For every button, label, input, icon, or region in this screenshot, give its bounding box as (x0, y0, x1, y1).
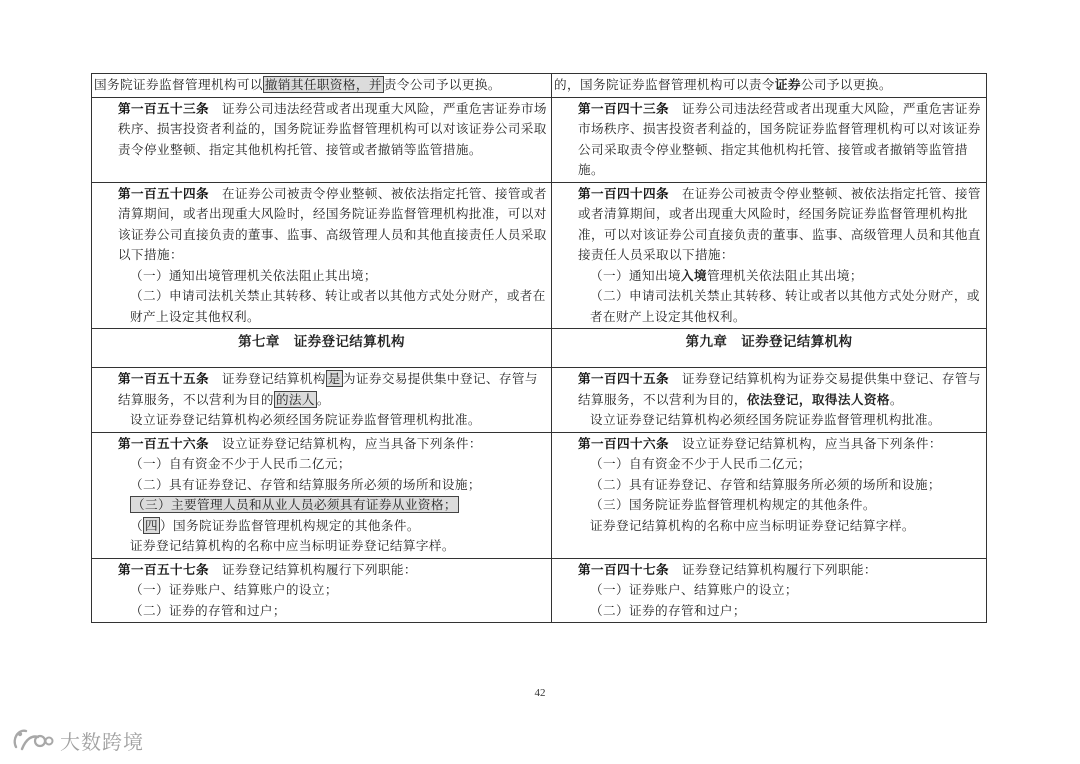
text-segment: 在证券公司被责令停业整顿、被依法指定托管、接管或者清算期间，或者出现重大风险时，经国务院证券监督管理机构批准，可以对该证券公司直接负责的董事、监事、高级管理人员和其他直接责任人员采取以下措施： (578, 185, 981, 262)
text-segment: 证券公司违法经营或者出现重大风险，严重危害证券市场秩序、损害投资者利益的，国务院证券监督管理机构可以对该证券公司采取责令停业整顿、指定其他机构托管、接管或者撤销等监管措施。 (118, 100, 547, 157)
text-segment: 的，国务院证券监督管理机构可以责令 (554, 77, 775, 92)
article-body (94, 560, 549, 581)
watermark (10, 725, 144, 755)
highlighted-text: 撤销其任职资格，并 (264, 77, 382, 92)
text-segment: 在证券公司被责令停业整顿、被依法指定托管、接管或者清算期间，或者出现重大风险时，经国务院证券监督管理机构批准，可以对该证券公司直接负责的董事、监事、高级管理人员和其他直接责任人员采取以下措施： (118, 185, 547, 262)
article-title: 第一百五十七条 (118, 561, 209, 577)
article-clause (94, 495, 549, 516)
text-segment: 设立证券登记结算机构，应当具备下列条件： (221, 435, 482, 451)
highlighted-text: （三）主要管理人员和从业人员必须具有证券从业资格； (132, 497, 457, 512)
article-row (92, 558, 987, 623)
old-law-cell (92, 368, 552, 433)
text-segment: （二）申请司法机关禁止其转移、转让或者以其他方式处分财产，或者在财产上设定其他权利。 (590, 288, 980, 324)
text-segment: 证券公司违法经营或者出现重大风险，严重危害证券市场秩序、损害投资者利益的，国务院证券监督管理机构可以对该证券公司采取责令停业整顿、指定其他机构托管、接管或者撤销等监管措施。 (578, 100, 981, 177)
text-segment: 证券登记结算机构的名称中应当标明证券登记结算字样。 (590, 517, 915, 533)
old-law-cell (92, 182, 552, 329)
article-body (94, 75, 549, 96)
text-segment: 国务院证券监督管理机构可以 (94, 77, 263, 92)
text-segment: 设立证券登记结算机构必须经国务院证券监督管理机构批准。 (590, 412, 941, 427)
article-title: 第一百五十五条 (118, 371, 209, 386)
article-clause (94, 454, 549, 475)
text-segment: 证券登记结算机构为证券交易提供集中登记、存管与结算服务，不以营利为目的， (578, 371, 981, 407)
article-clause (554, 266, 984, 287)
text-segment: （一）通知出境管理机关依法阻止其出境； (130, 267, 377, 283)
text-segment: 证券登记结算机构的名称中应当标明证券登记结算字样。 (130, 538, 455, 553)
old-law-cell (92, 97, 552, 182)
chapter-heading: 第七章 证券登记结算机构 (238, 334, 405, 350)
article-row (92, 368, 987, 433)
text-segment: （一）证券账户、结算账户的设立； (130, 582, 338, 597)
article-body (554, 99, 984, 181)
text-segment: 证券登记结算机构 (221, 371, 326, 386)
article-row (92, 432, 987, 558)
text-segment: ）国务院证券监督管理机构规定的其他条件。 (160, 517, 420, 533)
watermark-text: 大数跨境 (60, 729, 144, 754)
article-clause (94, 580, 549, 601)
article-body (554, 369, 984, 410)
article-clause (554, 410, 984, 431)
text-segment: （二）申请司法机关禁止其转移、转让或者以其他方式处分财产，或者在财产上设定其他权利。 (130, 288, 546, 324)
text-segment: （一）自有资金不少于人民币二亿元； (130, 456, 351, 471)
old-law-cell (92, 329, 552, 368)
article-clause (94, 536, 549, 557)
new-law-cell (552, 558, 987, 623)
article-title: 第一百五十六条 (118, 435, 209, 451)
text-segment: （二）证券的存管和过户； (130, 602, 286, 618)
article-title: 第一百四十五条 (578, 371, 669, 386)
new-law-cell (552, 432, 987, 558)
text-segment: 。 (316, 391, 330, 407)
article-clause (554, 454, 984, 475)
text-segment: （二）具有证券登记、存管和结算服务所必须的场所和设施； (590, 476, 941, 492)
article-title: 第一百四十三条 (578, 100, 669, 116)
bold-text: 证券 (774, 77, 801, 92)
article-row (92, 74, 987, 98)
text-segment: 管理机关依法阻止其出境； (706, 267, 863, 283)
old-law-cell (92, 74, 552, 98)
text-segment: 设立证券登记结算机构必须经国务院证券监督管理机构批准。 (130, 412, 481, 427)
text-segment: （ (130, 517, 143, 533)
text-segment: 。 (889, 391, 903, 407)
text-segment: （三）国务院证券监督管理机构规定的其他条件。 (590, 497, 876, 512)
article-clause (554, 495, 984, 516)
article-clause (554, 601, 984, 622)
new-law-cell (552, 182, 987, 329)
new-law-cell (552, 74, 987, 98)
new-law-cell (552, 329, 987, 368)
article-title: 第一百四十六条 (578, 435, 669, 451)
article-clause (554, 516, 984, 537)
article-clause (554, 475, 984, 496)
highlighted-text: 四 (145, 517, 158, 533)
law-comparison-table (91, 73, 987, 623)
article-body (94, 434, 549, 455)
text-segment: （二）证券的存管和过户； (590, 602, 746, 618)
article-body (554, 75, 984, 96)
old-law-cell (92, 432, 552, 558)
text-segment: （一）自有资金不少于人民币二亿元； (590, 456, 811, 471)
text-segment: 设立证券登记结算机构，应当具备下列条件： (681, 435, 942, 451)
article-clause (94, 286, 549, 327)
page-number: 42 (534, 687, 546, 699)
article-body (94, 184, 549, 266)
bold-text: 入境 (680, 267, 707, 283)
article-clause (94, 266, 549, 287)
text-segment: 证券登记结算机构履行下列职能： (681, 561, 877, 577)
new-law-cell (552, 368, 987, 433)
article-body (554, 560, 984, 581)
text-segment: （一）证券账户、结算账户的设立； (590, 582, 798, 597)
text-segment: 公司予以更换。 (800, 77, 892, 92)
chapter-heading: 第九章 证券登记结算机构 (685, 334, 853, 350)
article-clause (94, 475, 549, 496)
article-clause (94, 410, 549, 431)
old-law-cell (92, 558, 552, 623)
highlighted-text: 的法人 (275, 391, 315, 407)
article-clause (554, 286, 984, 327)
text-segment: （一）通知出境 (590, 267, 681, 283)
article-title: 第一百五十四条 (118, 185, 209, 201)
article-row (92, 97, 987, 182)
article-body (94, 369, 549, 410)
bold-text: 依法登记，取得法人资格 (746, 391, 890, 407)
article-row (92, 182, 987, 329)
text-segment: （二）具有证券登记、存管和结算服务所必须的场所和设施； (130, 476, 481, 492)
text-segment: 证券登记结算机构履行下列职能： (221, 561, 417, 577)
text-segment: 为证券交易提供集中登记、存管与结算服务，不以营利为目的 (118, 371, 538, 407)
article-clause (94, 516, 549, 537)
new-law-cell (552, 97, 987, 182)
article-clause (554, 580, 984, 601)
table-body (92, 74, 987, 623)
article-body (554, 434, 984, 455)
article-title: 第一百四十四条 (578, 185, 669, 201)
article-body (94, 99, 549, 161)
brand-logo-icon (10, 725, 54, 755)
article-title: 第一百四十七条 (578, 561, 669, 577)
text-segment: 责令公司予以更换。 (383, 77, 501, 92)
article-title: 第一百五十三条 (118, 100, 209, 116)
article-clause (94, 601, 549, 622)
article-body (554, 184, 984, 266)
highlighted-text: 是 (327, 371, 341, 386)
chapter-row (92, 329, 987, 368)
